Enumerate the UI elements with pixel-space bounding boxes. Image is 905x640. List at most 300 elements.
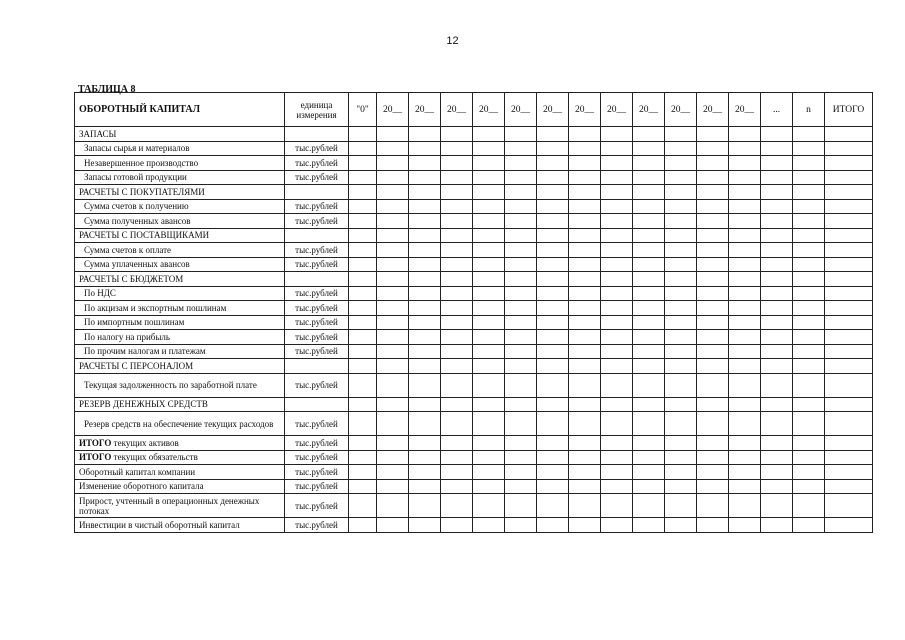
value-cell (569, 450, 601, 465)
table-row (75, 127, 873, 142)
value-cell (473, 185, 505, 200)
value-cell (761, 243, 793, 258)
value-cell (505, 412, 537, 436)
value-cell (473, 170, 505, 185)
row-unit: тыс.рублей (285, 518, 349, 533)
value-cell (349, 518, 377, 533)
value-cell (537, 412, 569, 436)
value-cell (633, 199, 665, 214)
value-cell (729, 141, 761, 156)
value-cell (665, 156, 697, 171)
value-cell (505, 465, 537, 480)
value-cell (409, 257, 441, 272)
value-cell (697, 344, 729, 359)
value-cell (665, 412, 697, 436)
value-cell (409, 450, 441, 465)
value-cell (601, 199, 633, 214)
value-cell (349, 450, 377, 465)
value-cell (569, 301, 601, 316)
value-cell (793, 479, 825, 494)
value-cell (697, 243, 729, 258)
value-cell (377, 257, 409, 272)
value-cell (729, 243, 761, 258)
value-cell (825, 315, 873, 330)
value-cell (441, 286, 473, 301)
table-row (75, 141, 873, 156)
value-cell (761, 465, 793, 480)
value-cell (665, 286, 697, 301)
row-name: По импортным пошлинам (75, 315, 285, 330)
value-cell (505, 185, 537, 200)
value-cell (697, 185, 729, 200)
value-cell (505, 450, 537, 465)
value-cell (665, 479, 697, 494)
value-cell (537, 286, 569, 301)
value-cell (633, 272, 665, 287)
header-period: ... (761, 93, 793, 127)
value-cell (473, 286, 505, 301)
header-unit: единица измерения (285, 93, 349, 127)
value-cell (441, 243, 473, 258)
value-cell (793, 397, 825, 412)
value-cell (409, 170, 441, 185)
value-cell (601, 127, 633, 142)
value-cell (729, 214, 761, 229)
value-cell (601, 412, 633, 436)
value-cell (793, 301, 825, 316)
value-cell (569, 170, 601, 185)
value-cell (349, 156, 377, 171)
value-cell (537, 436, 569, 451)
value-cell (729, 199, 761, 214)
value-cell (569, 185, 601, 200)
table-row (75, 359, 873, 374)
row-unit: тыс.рублей (285, 436, 349, 451)
table-row (75, 286, 873, 301)
value-cell (729, 315, 761, 330)
value-cell (537, 373, 569, 397)
value-cell (505, 199, 537, 214)
value-cell (825, 199, 873, 214)
value-cell (697, 518, 729, 533)
value-cell (349, 243, 377, 258)
row-unit (285, 228, 349, 243)
value-cell (349, 185, 377, 200)
value-cell (825, 156, 873, 171)
value-cell (793, 199, 825, 214)
value-cell (793, 436, 825, 451)
value-cell (601, 330, 633, 345)
value-cell (633, 359, 665, 374)
value-cell (537, 465, 569, 480)
value-cell (761, 330, 793, 345)
value-cell (505, 214, 537, 229)
value-cell (569, 359, 601, 374)
value-cell (505, 373, 537, 397)
value-cell (409, 479, 441, 494)
value-cell (729, 170, 761, 185)
row-unit: тыс.рублей (285, 301, 349, 316)
header-parameter: ОБОРОТНЫЙ КАПИТАЛ (75, 93, 285, 127)
value-cell (761, 359, 793, 374)
value-cell (409, 359, 441, 374)
value-cell (793, 373, 825, 397)
value-cell (825, 344, 873, 359)
value-cell (505, 436, 537, 451)
row-unit: тыс.рублей (285, 156, 349, 171)
value-cell (825, 127, 873, 142)
value-cell (377, 450, 409, 465)
section-name: РЕЗЕРВ ДЕНЕЖНЫХ СРЕДСТВ (75, 397, 285, 412)
value-cell (409, 518, 441, 533)
value-cell (697, 214, 729, 229)
value-cell (633, 412, 665, 436)
value-cell (825, 494, 873, 518)
table-row (75, 243, 873, 258)
value-cell (537, 228, 569, 243)
value-cell (761, 228, 793, 243)
value-cell (349, 286, 377, 301)
value-cell (441, 344, 473, 359)
value-cell (569, 315, 601, 330)
section-name: РАСЧЕТЫ С ПОСТАВЩИКАМИ (75, 228, 285, 243)
value-cell (537, 156, 569, 171)
value-cell (505, 170, 537, 185)
row-name: Прирост, учтенный в операционных денежных потоках (75, 494, 285, 518)
row-name: Инвестиции в чистый оборотный капитал (75, 518, 285, 533)
value-cell (441, 397, 473, 412)
table-row (75, 170, 873, 185)
value-cell (377, 272, 409, 287)
value-cell (761, 257, 793, 272)
value-cell (409, 344, 441, 359)
value-cell (665, 518, 697, 533)
value-cell (441, 373, 473, 397)
value-cell (473, 450, 505, 465)
value-cell (349, 214, 377, 229)
value-cell (825, 170, 873, 185)
value-cell (601, 494, 633, 518)
table-row (75, 479, 873, 494)
value-cell (665, 397, 697, 412)
table-row (75, 214, 873, 229)
value-cell (473, 397, 505, 412)
value-cell (473, 127, 505, 142)
value-cell (729, 286, 761, 301)
value-cell (633, 373, 665, 397)
value-cell (793, 127, 825, 142)
value-cell (793, 412, 825, 436)
row-name-bold: ИТОГО (79, 437, 112, 448)
value-cell (633, 330, 665, 345)
value-cell (505, 494, 537, 518)
value-cell (761, 397, 793, 412)
row-unit: тыс.рублей (285, 330, 349, 345)
table-row (75, 228, 873, 243)
value-cell (633, 228, 665, 243)
value-cell (569, 156, 601, 171)
value-cell (441, 199, 473, 214)
value-cell (537, 243, 569, 258)
value-cell (729, 436, 761, 451)
value-cell (665, 127, 697, 142)
value-cell (825, 450, 873, 465)
value-cell (825, 141, 873, 156)
value-cell (505, 127, 537, 142)
row-name: Запасы сырья и материалов (75, 141, 285, 156)
row-name: По прочим налогам и платежам (75, 344, 285, 359)
row-unit: тыс.рублей (285, 344, 349, 359)
value-cell (825, 301, 873, 316)
table-row (75, 450, 873, 465)
value-cell (569, 141, 601, 156)
row-name: По НДС (75, 286, 285, 301)
value-cell (473, 199, 505, 214)
value-cell (569, 214, 601, 229)
value-cell (537, 397, 569, 412)
value-cell (473, 214, 505, 229)
value-cell (633, 243, 665, 258)
value-cell (697, 199, 729, 214)
value-cell (537, 214, 569, 229)
row-name (75, 450, 285, 465)
value-cell (349, 412, 377, 436)
value-cell (537, 199, 569, 214)
value-cell (349, 330, 377, 345)
value-cell (569, 518, 601, 533)
value-cell (761, 494, 793, 518)
value-cell (825, 214, 873, 229)
value-cell (409, 301, 441, 316)
value-cell (825, 518, 873, 533)
value-cell (349, 170, 377, 185)
value-cell (473, 436, 505, 451)
header-period: 20__ (537, 93, 569, 127)
value-cell (729, 359, 761, 374)
value-cell (601, 359, 633, 374)
row-name: Текущая задолженность по заработной плате (75, 373, 285, 397)
value-cell (569, 243, 601, 258)
value-cell (633, 344, 665, 359)
value-cell (349, 344, 377, 359)
header-period: 20__ (601, 93, 633, 127)
value-cell (697, 436, 729, 451)
value-cell (697, 127, 729, 142)
value-cell (409, 315, 441, 330)
value-cell (441, 301, 473, 316)
value-cell (601, 373, 633, 397)
value-cell (793, 286, 825, 301)
table-row (75, 272, 873, 287)
row-unit: тыс.рублей (285, 450, 349, 465)
value-cell (825, 272, 873, 287)
value-cell (377, 315, 409, 330)
value-cell (665, 301, 697, 316)
value-cell (697, 450, 729, 465)
value-cell (601, 141, 633, 156)
value-cell (665, 344, 697, 359)
value-cell (377, 330, 409, 345)
value-cell (697, 397, 729, 412)
value-cell (793, 257, 825, 272)
value-cell (633, 286, 665, 301)
value-cell (729, 518, 761, 533)
value-cell (601, 315, 633, 330)
row-unit: тыс.рублей (285, 199, 349, 214)
value-cell (409, 185, 441, 200)
value-cell (729, 450, 761, 465)
table-row (75, 412, 873, 436)
value-cell (377, 301, 409, 316)
value-cell (601, 272, 633, 287)
value-cell (441, 228, 473, 243)
value-cell (601, 344, 633, 359)
table-row (75, 301, 873, 316)
value-cell (537, 479, 569, 494)
value-cell (729, 494, 761, 518)
table-row (75, 518, 873, 533)
value-cell (409, 141, 441, 156)
value-cell (601, 286, 633, 301)
header-period: n (793, 93, 825, 127)
value-cell (601, 436, 633, 451)
value-cell (601, 185, 633, 200)
value-cell (761, 272, 793, 287)
value-cell (349, 228, 377, 243)
value-cell (537, 518, 569, 533)
value-cell (793, 272, 825, 287)
value-cell (665, 373, 697, 397)
value-cell (505, 330, 537, 345)
value-cell (729, 301, 761, 316)
table-title: ТАБЛИЦА 8 (78, 84, 136, 95)
value-cell (601, 214, 633, 229)
value-cell (441, 315, 473, 330)
working-capital-table (74, 92, 873, 533)
value-cell (441, 479, 473, 494)
value-cell (729, 272, 761, 287)
value-cell (569, 228, 601, 243)
value-cell (473, 330, 505, 345)
value-cell (409, 272, 441, 287)
value-cell (377, 494, 409, 518)
value-cell (473, 373, 505, 397)
value-cell (473, 228, 505, 243)
value-cell (633, 494, 665, 518)
value-cell (505, 286, 537, 301)
value-cell (505, 479, 537, 494)
value-cell (761, 315, 793, 330)
row-unit: тыс.рублей (285, 479, 349, 494)
value-cell (665, 228, 697, 243)
value-cell (761, 286, 793, 301)
value-cell (601, 243, 633, 258)
value-cell (377, 518, 409, 533)
row-name: По акцизам и экспортным пошлинам (75, 301, 285, 316)
section-name: РАСЧЕТЫ С ПЕРСОНАЛОМ (75, 359, 285, 374)
value-cell (601, 450, 633, 465)
value-cell (697, 156, 729, 171)
value-cell (729, 185, 761, 200)
value-cell (633, 170, 665, 185)
value-cell (697, 170, 729, 185)
value-cell (633, 315, 665, 330)
value-cell (825, 412, 873, 436)
row-unit: тыс.рублей (285, 170, 349, 185)
value-cell (349, 257, 377, 272)
value-cell (409, 127, 441, 142)
value-cell (793, 344, 825, 359)
value-cell (349, 199, 377, 214)
value-cell (473, 359, 505, 374)
value-cell (729, 412, 761, 436)
value-cell (697, 330, 729, 345)
row-name: Незавершенное производство (75, 156, 285, 171)
header-period: 20__ (473, 93, 505, 127)
value-cell (633, 436, 665, 451)
value-cell (377, 214, 409, 229)
value-cell (569, 199, 601, 214)
table-body (75, 127, 873, 533)
value-cell (473, 344, 505, 359)
value-cell (473, 412, 505, 436)
header-period: 20__ (377, 93, 409, 127)
value-cell (633, 141, 665, 156)
value-cell (505, 359, 537, 374)
value-cell (441, 127, 473, 142)
value-cell (505, 156, 537, 171)
value-cell (377, 156, 409, 171)
value-cell (665, 272, 697, 287)
value-cell (349, 436, 377, 451)
value-cell (729, 156, 761, 171)
value-cell (793, 141, 825, 156)
value-cell (377, 170, 409, 185)
value-cell (697, 412, 729, 436)
value-cell (409, 199, 441, 214)
value-cell (729, 479, 761, 494)
value-cell (409, 330, 441, 345)
value-cell (665, 214, 697, 229)
value-cell (473, 301, 505, 316)
value-cell (761, 185, 793, 200)
value-cell (793, 330, 825, 345)
value-cell (377, 344, 409, 359)
table-row (75, 494, 873, 518)
value-cell (349, 479, 377, 494)
value-cell (793, 156, 825, 171)
value-cell (665, 243, 697, 258)
value-cell (729, 330, 761, 345)
value-cell (825, 436, 873, 451)
table-header-row (75, 93, 873, 127)
value-cell (409, 286, 441, 301)
value-cell (569, 494, 601, 518)
value-cell (569, 412, 601, 436)
value-cell (377, 479, 409, 494)
section-name: ЗАПАСЫ (75, 127, 285, 142)
value-cell (349, 373, 377, 397)
value-cell (697, 141, 729, 156)
value-cell (665, 185, 697, 200)
value-cell (729, 397, 761, 412)
value-cell (793, 494, 825, 518)
value-cell (569, 257, 601, 272)
value-cell (441, 257, 473, 272)
value-cell (349, 315, 377, 330)
value-cell (697, 286, 729, 301)
value-cell (441, 330, 473, 345)
